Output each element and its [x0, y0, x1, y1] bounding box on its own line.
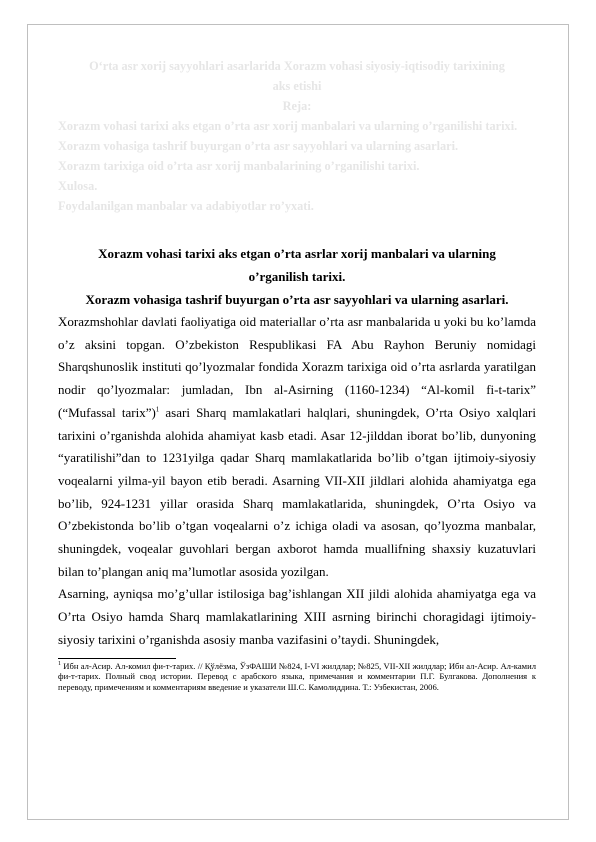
faded-header: [58, 56, 536, 216]
page-content: [58, 56, 536, 692]
faded-title-line1: O‘rta asr xorij sayyohlari asarlarida Xorazm vohasi siyosiy-iqtisodiy tarixining: [89, 59, 505, 73]
spacer: [58, 216, 536, 242]
paragraph-2: Asarning, ayniqsa mo’g’ullar istilosiga bag’ishlangan XII jildi alohida ahamiyatga ega va O’rta Osiyo hamda Sharq mamlakatlarining XIII asrning birinchi choragidagi ijtimoiy-siyosiy tarixini o’rganishda asosiy manba vazifasini o’taydi. Shuningdek,: [58, 586, 536, 647]
footnote-text: Ибн ал-Асир. Ал-комил фи-т-тарих. // Қўлёзма, ЎзФАШИ №824, I-VI жилдлар; №825, VII-XII жилдлар; Ибн ал-Асир. Ал-камил фи-т-тарих. Полный свод истории. Перевод с арабского языка, примечания и комментарии П.Г. Булгакова. Дополнения к переводу, примечениям и комментариям введение и указатели Ш.С. Камолиддина. Т.: Узбекистан, 2006.: [58, 660, 536, 692]
section-heading-1-line1: Xorazm vohasi tarixi aks etgan o’rta asrlar xorij manbalari va ularning: [98, 246, 496, 261]
faded-plan-item-2: Xorazm vohasiga tashrif buyurgan o’rta asr sayyohlari va ularning asarlari.: [58, 139, 459, 153]
footnote-mark: 1: [58, 660, 61, 667]
paragraph-1-text-b: asari Sharq mamlakatlari halqlari, shuningdek, O’rta Osiyo xalqlari tarixini o’rganishda alohida ahamiyat kasb etadi. Asar 12-jilddan iborat bo’lib, dunyoning “yaratilishi”dan to 1231yilga qadar Sharq mamlakatlarida bo’lib o’tgan ijtimoiy-siyosiy voqealarni yilma-yil bayon etib beradi. Asarning VII-XII jildlari alohida ahamiyatga ega bo’lib, 924-1231 yillar orasida Sharq mamlakatlarida, shuningdek, O’rta Osiyo va O’zbekistonda bo’lib o’tgan voqealarni o’z ichiga oladi va asosan, qo’lyozma manbalar, shuningdek, voqealar guvohlari bergan axborot hamda muallifning shaxsiy kuzatuvlari bilan to’plangan aniq ma’lumotlar asosida yozilgan.: [58, 404, 536, 579]
section-heading-1-line2: o’rganilish tarixi.: [248, 269, 346, 284]
paragraph-1-text-a: Xorazmshohlar davlati faoliyatiga oid materiallar o’rta asr manbalarida u yoki bu ko’lamda o’z aksini topgan. O’zbekiston Respublikasi FA Abu Rayhon Beruniy nomidagi Sharqshunoslik instituti qo’lyozmalar fondida Xorazm tarixiga oid o’rta asrlarda yaratilgan nodir qo’lyozmalar: jumladan, Ibn al-Asirning (1160-1234) “Al-komil fi-t-tarix” (“Mufassal tarix”): [58, 314, 536, 420]
faded-plan-item-1: Xorazm vohasi tarixi aks etgan o’rta asr xorij manbalari va ularning o’rganilishi tarixi.: [58, 119, 518, 133]
faded-plan-item-5: Foydalanilgan manbalar va adabiyotlar ro’yxati.: [58, 199, 314, 213]
footnote: [58, 661, 536, 693]
faded-plan-item-3: Xorazm tarixiga oid o’rta asr xorij manbalarining o’rganilishi tarixi.: [58, 159, 420, 173]
faded-plan-item-4: Xulosa.: [58, 179, 98, 193]
footnote-separator: [58, 658, 176, 659]
paragraph-1: [58, 311, 536, 583]
faded-reja: Reja:: [282, 99, 312, 113]
footnote-reference[interactable]: 1: [155, 405, 160, 414]
faded-title-line2: aks etishi: [272, 79, 322, 93]
section-heading-2: Xorazm vohasiga tashrif buyurgan o’rta asr sayyohlari va ularning asarlari.: [85, 292, 509, 307]
